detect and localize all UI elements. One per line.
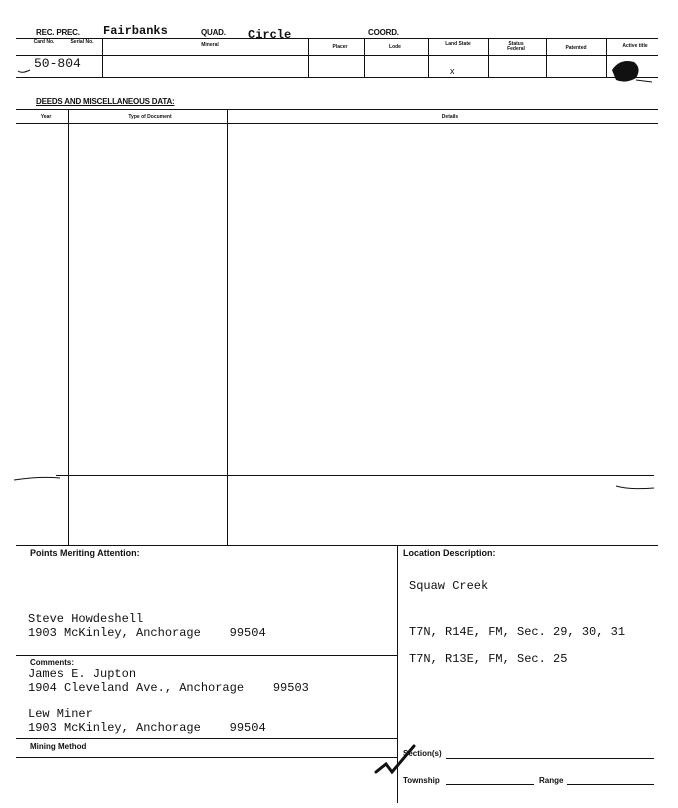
location-line2: T7N, R13E, FM, Sec. 25 (409, 652, 568, 666)
col-patented: Patented (565, 45, 587, 51)
location-line1: T7N, R14E, FM, Sec. 29, 30, 31 (409, 625, 626, 639)
col-card-no: Card No. (33, 39, 55, 45)
col-placer: Placer (332, 44, 348, 50)
comments-line2: 1904 Cleveland Ave., Anchorage 99503 (28, 681, 309, 695)
col-active-title: Active title (622, 43, 648, 49)
comments-line3: Lew Miner (28, 707, 93, 721)
deeds-col-year: Year (40, 114, 52, 120)
range-label: Range (539, 776, 564, 785)
comments-line1: James E. Jupton (28, 667, 137, 681)
township-label: Township (403, 776, 440, 785)
mining-top-rule (16, 738, 397, 739)
col-serial-no: Serial No. (70, 39, 94, 45)
col-mineral: Mineral (201, 42, 219, 48)
deeds-fold-rule (56, 475, 654, 476)
quad-value: Circle (248, 28, 292, 42)
deeds-sep-2 (227, 109, 228, 545)
bottom-center-sep (397, 545, 398, 803)
land-state-mark: x (450, 66, 455, 76)
coord-label: COORD. (368, 28, 399, 37)
points-label: Points Meriting Attention: (30, 548, 140, 558)
location-name: Squaw Creek (409, 579, 489, 593)
deeds-col-type: Type of Document (128, 114, 172, 120)
points-line1: Steve Howdeshell (28, 612, 144, 626)
range-rule (567, 784, 654, 785)
deeds-top-rule (16, 109, 658, 110)
township-rule (446, 784, 534, 785)
points-line2: 1903 McKinley, Anchorage 99504 (28, 626, 266, 640)
deeds-header-rule (16, 123, 658, 124)
deeds-col-details: Details (441, 114, 459, 120)
mining-bottom-rule (16, 757, 397, 758)
col-status-federal: Status Federal (507, 41, 525, 52)
quad-label: QUAD. (201, 28, 226, 37)
mining-label: Mining Method (30, 742, 87, 751)
section-rule (446, 758, 654, 759)
comments-line4: 1903 McKinley, Anchorage 99504 (28, 721, 266, 735)
comments-top-rule (16, 655, 397, 656)
section-label: Section(s) (403, 749, 442, 758)
location-label: Location Description: (403, 548, 496, 558)
rec-prec-value: Fairbanks (103, 24, 168, 38)
rec-prec-label: REC. PREC. (36, 28, 80, 37)
col-lode: Lode (389, 44, 401, 50)
card-no-value: 50-804 (34, 56, 81, 71)
deeds-bottom-rule (16, 545, 658, 546)
comments-label: Comments: (30, 658, 75, 667)
deeds-sep-1 (68, 109, 69, 545)
deeds-title: DEEDS AND MISCELLANEOUS DATA: (36, 97, 175, 106)
col-land-state: Land State (445, 41, 471, 47)
